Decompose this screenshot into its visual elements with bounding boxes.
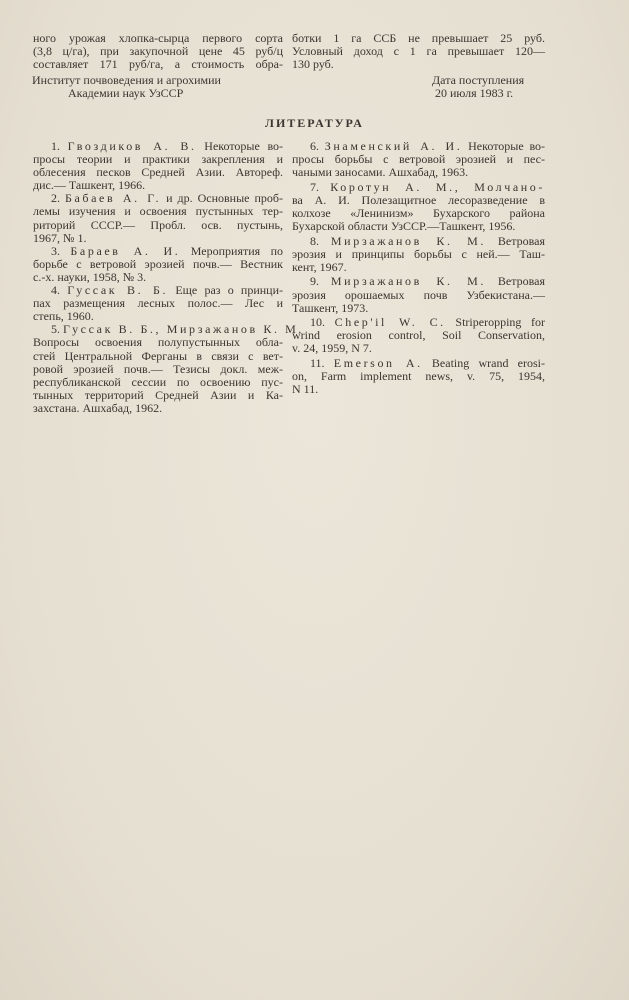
reference-number: 6. xyxy=(310,139,319,153)
reference-author: Коротун А. М., Молчано- xyxy=(330,179,545,194)
reference-item xyxy=(292,316,545,355)
reference-text: Ветровая xyxy=(497,233,545,248)
reference-author: Гуссак В. Б. xyxy=(67,283,169,298)
reference-number: 4. xyxy=(51,283,60,298)
reference-item xyxy=(292,275,545,314)
reference-line: просы теории и практики закрепления и xyxy=(33,152,283,167)
reference-item xyxy=(33,322,305,415)
reference-first-line xyxy=(292,235,545,248)
institute-line: Академии наук УзССР xyxy=(68,86,184,100)
reference-item xyxy=(33,245,283,284)
reference-line: степь, 1960. xyxy=(33,309,94,324)
reference-line: облесения песков Средней Азии. Автореф. xyxy=(33,165,283,180)
reference-text: Некоторые во- xyxy=(468,139,546,153)
reference-author: Мирзажанов К. М. xyxy=(330,233,487,248)
reference-line: wrind erosion control, Soil Conservation, xyxy=(292,328,545,343)
reference-item xyxy=(292,357,545,396)
reference-item xyxy=(33,140,283,192)
reference-line: колхозе «Ленинизм» Бухарского района xyxy=(292,205,545,220)
reference-first-line xyxy=(292,181,545,194)
reference-line: ровой эрозией почв.— Тезисы докл. меж- xyxy=(33,361,283,376)
reference-item xyxy=(292,140,545,179)
reference-number: 2. xyxy=(51,191,60,206)
reference-author: Мирзажанов К. М. xyxy=(330,274,487,289)
reference-author: Гуссак В. Б., Мирзажанов К. М. xyxy=(63,322,305,337)
reference-line: v. 24, 1959, N 7. xyxy=(292,341,372,356)
reference-text: Еще раз о принци- xyxy=(175,283,284,298)
text-line: ного урожая хлопка-сырца первого сорта xyxy=(33,31,283,45)
received-label: Дата поступления xyxy=(432,73,525,87)
reference-text: и др. Основные проб- xyxy=(166,191,283,206)
reference-line: просы борьбы с ветровой эрозией и пес- xyxy=(292,152,545,167)
reference-first-line xyxy=(292,275,545,288)
text-line: ботки 1 га ССБ не превышает 25 руб. xyxy=(292,31,545,45)
reference-line: тынных территорий Средней Азии и Ка- xyxy=(33,387,283,402)
reference-author: Chep'il W. C. xyxy=(334,315,446,330)
reference-line: Ташкент, 1973. xyxy=(292,300,369,315)
reference-line: с.-х. науки, 1958, № 3. xyxy=(33,269,147,284)
reference-line: кент, 1967. xyxy=(292,259,347,274)
reference-text: Beating wrand erosi- xyxy=(431,356,546,370)
reference-line: риторий СССР.— Пробл. осв. пустынь, xyxy=(33,217,283,232)
reference-first-line xyxy=(33,245,283,258)
top-paragraph-right xyxy=(292,32,545,71)
reference-number: 3. xyxy=(51,243,60,258)
reference-line: эрозия и принципы борьбы с ней.— Таш- xyxy=(292,246,545,261)
reference-number: 5. xyxy=(51,322,60,337)
reference-text: Ветровая xyxy=(497,274,545,289)
reference-line: ва А. И. Полезащитное лесоразведение в xyxy=(292,192,545,207)
reference-author: Бараев А. И. xyxy=(70,243,181,258)
reference-line: эрозия орошаемых почв Узбекистана.— xyxy=(292,287,545,302)
reference-line: Бухарской области УзССР.—Ташкент, 1956. xyxy=(292,219,516,234)
reference-text: Мероприятия по xyxy=(190,243,283,258)
text-line: Условный доход с 1 га превышает 120— xyxy=(292,44,545,59)
reference-number: 1. xyxy=(51,139,60,153)
reference-text: Striperopping for xyxy=(455,315,545,330)
reference-number: 8. xyxy=(310,233,319,248)
reference-line: чаными заносами. Ашхабад, 1963. xyxy=(292,165,469,180)
reference-item xyxy=(33,284,283,323)
reference-number: 7. xyxy=(310,179,319,194)
section-title: ЛИТЕРАТУРА xyxy=(265,116,364,130)
reference-line: дис.— Ташкент, 1966. xyxy=(33,178,146,193)
reference-line: лемы изучения и освоения пустынных тер- xyxy=(33,204,283,219)
text-line: (3,8 ц/га), при закупочной цене 45 руб/ц xyxy=(33,44,283,59)
reference-line: пах размещения лесных полос.— Лес и xyxy=(33,296,283,311)
reference-text: Некоторые во- xyxy=(204,139,284,153)
reference-author: Гвоздиков А. В. xyxy=(67,139,197,153)
reference-line: 1967, № 1. xyxy=(33,230,87,245)
reference-line: стей Центральной Ферганы в связи с вет- xyxy=(33,348,283,363)
reference-number: 9. xyxy=(310,274,319,289)
references-right-column xyxy=(292,140,545,398)
reference-line: on, Farm implement news, v. 75, 1954, xyxy=(292,369,545,384)
top-paragraph-left xyxy=(33,32,283,71)
reference-item xyxy=(33,192,283,244)
reference-author: Знаменский А. И. xyxy=(324,139,463,153)
text-line: 130 руб. xyxy=(292,57,334,72)
reference-line: борьбе с ветровой эрозией почв.— Вестник xyxy=(33,256,283,271)
institute-affiliation xyxy=(32,74,221,100)
reference-number: 10. xyxy=(310,315,325,330)
text-line: составляет 171 руб/га, а стоимость обра- xyxy=(33,57,283,72)
reference-line: республиканской сессии по освоению пус- xyxy=(33,374,283,389)
reference-item xyxy=(292,235,545,274)
received-value: 20 июля 1983 г. xyxy=(435,86,514,100)
received-date xyxy=(432,74,524,100)
reference-number: 11. xyxy=(310,356,325,370)
references-left-column xyxy=(33,139,305,415)
reference-line: захстана. Ашхабад, 1962. xyxy=(33,400,163,415)
reference-author: Emerson A. xyxy=(333,356,423,370)
reference-author: Бабаев А. Г. xyxy=(65,191,162,206)
reference-line: Вопросы освоения полупустынных обла- xyxy=(33,335,283,350)
reference-item xyxy=(292,181,545,233)
reference-line: N 11. xyxy=(292,382,319,397)
institute-line: Институт почвоведения и агрохимии xyxy=(32,73,221,87)
